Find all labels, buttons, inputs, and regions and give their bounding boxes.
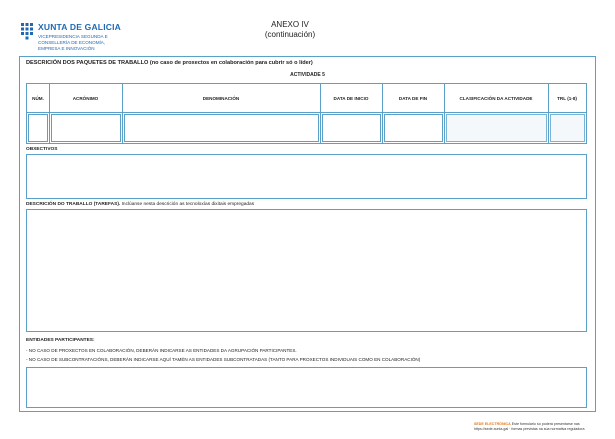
description-textarea[interactable] <box>26 209 587 332</box>
num-input[interactable] <box>28 114 48 142</box>
document-title <box>230 20 350 40</box>
description-label <box>26 202 254 207</box>
entities-note-subcontracting: - NO CASO DE SUBCONTRATACIÓNS, DEBERÁN INDICARSE AQUÍ TAMÉN AS ENTIDADES SUBCONTRATADAS (TANTO PARA PROXECTOS INDIVIDUAIS COMO EN COLABORACIÓN) <box>26 357 421 362</box>
end-date-input[interactable] <box>384 114 443 142</box>
stamp-text-2: https://sede.xunta.gal · formas previstas na súa normativa reguladora <box>474 427 585 431</box>
objectives-textarea[interactable] <box>26 154 587 199</box>
logo-title: XUNTA DE GALICIA <box>38 22 122 32</box>
entities-note-collaboration: - NO CASO DE PROXECTOS EN COLABORACIÓN, DEBERÁN INDICARSE AS ENTIDADES DA AGRUPACIÓN PARTICIPANTES. <box>26 348 297 353</box>
column-header-classification: CLASIFICACIÓN DA ACTIVIDADE <box>459 95 533 101</box>
objectives-label: OBXECTIVOS <box>26 147 58 152</box>
column-header-num: NÚM. <box>32 95 44 101</box>
column-header-acronym: ACRÓNIMO <box>72 95 99 101</box>
classification-select[interactable] <box>446 114 547 142</box>
footer-stamp <box>474 422 594 432</box>
logo-line-1: VICEPRESIDENCIA SEGUNDA E <box>38 34 108 39</box>
xunta-emblem-icon <box>20 22 34 40</box>
acronym-input[interactable] <box>51 114 121 142</box>
annex-subtitle: (continuación) <box>264 30 316 39</box>
start-date-input[interactable] <box>322 114 381 142</box>
logo-line-2: CONSELLERÍA DE ECONOMÍA, <box>38 40 106 45</box>
entities-label: ENTIDADES PARTICIPANTES: <box>26 338 95 343</box>
column-header-denomination: DENOMINACIÓN <box>202 95 240 101</box>
annex-title: ANEXO IV <box>271 20 309 29</box>
activity-table <box>26 83 587 144</box>
column-header-trl: TRL (1-8) <box>557 95 577 101</box>
stamp-text-1: Este formulario só poderá presentarse nas <box>511 422 580 426</box>
xunta-logo <box>20 20 150 60</box>
description-label-text: DESCRICIÓN DO TRABALLO (TAREFAS). <box>26 202 121 207</box>
denomination-input[interactable] <box>124 114 319 142</box>
activity-label: ACTIVIDADE 5 <box>290 72 325 78</box>
entities-textarea[interactable] <box>26 367 587 408</box>
section-title: DESCRICIÓN DOS PAQUETES DE TRABALLO (no caso de proxectos en colaboración para cubrir só o líder) <box>26 60 313 66</box>
stamp-lead: SEDE ELECTRÓNICA <box>474 422 511 426</box>
description-hint: Inclúanse nesta descrición as tecnoloxías dixitais empregadas <box>121 202 255 207</box>
column-header-end-date: DATA DE FIN <box>398 95 428 101</box>
logo-line-3: EMPRESA E INNOVACIÓN <box>38 46 95 51</box>
column-header-start-date: DATA DE INICIO <box>333 95 369 101</box>
trl-select[interactable] <box>550 114 585 142</box>
